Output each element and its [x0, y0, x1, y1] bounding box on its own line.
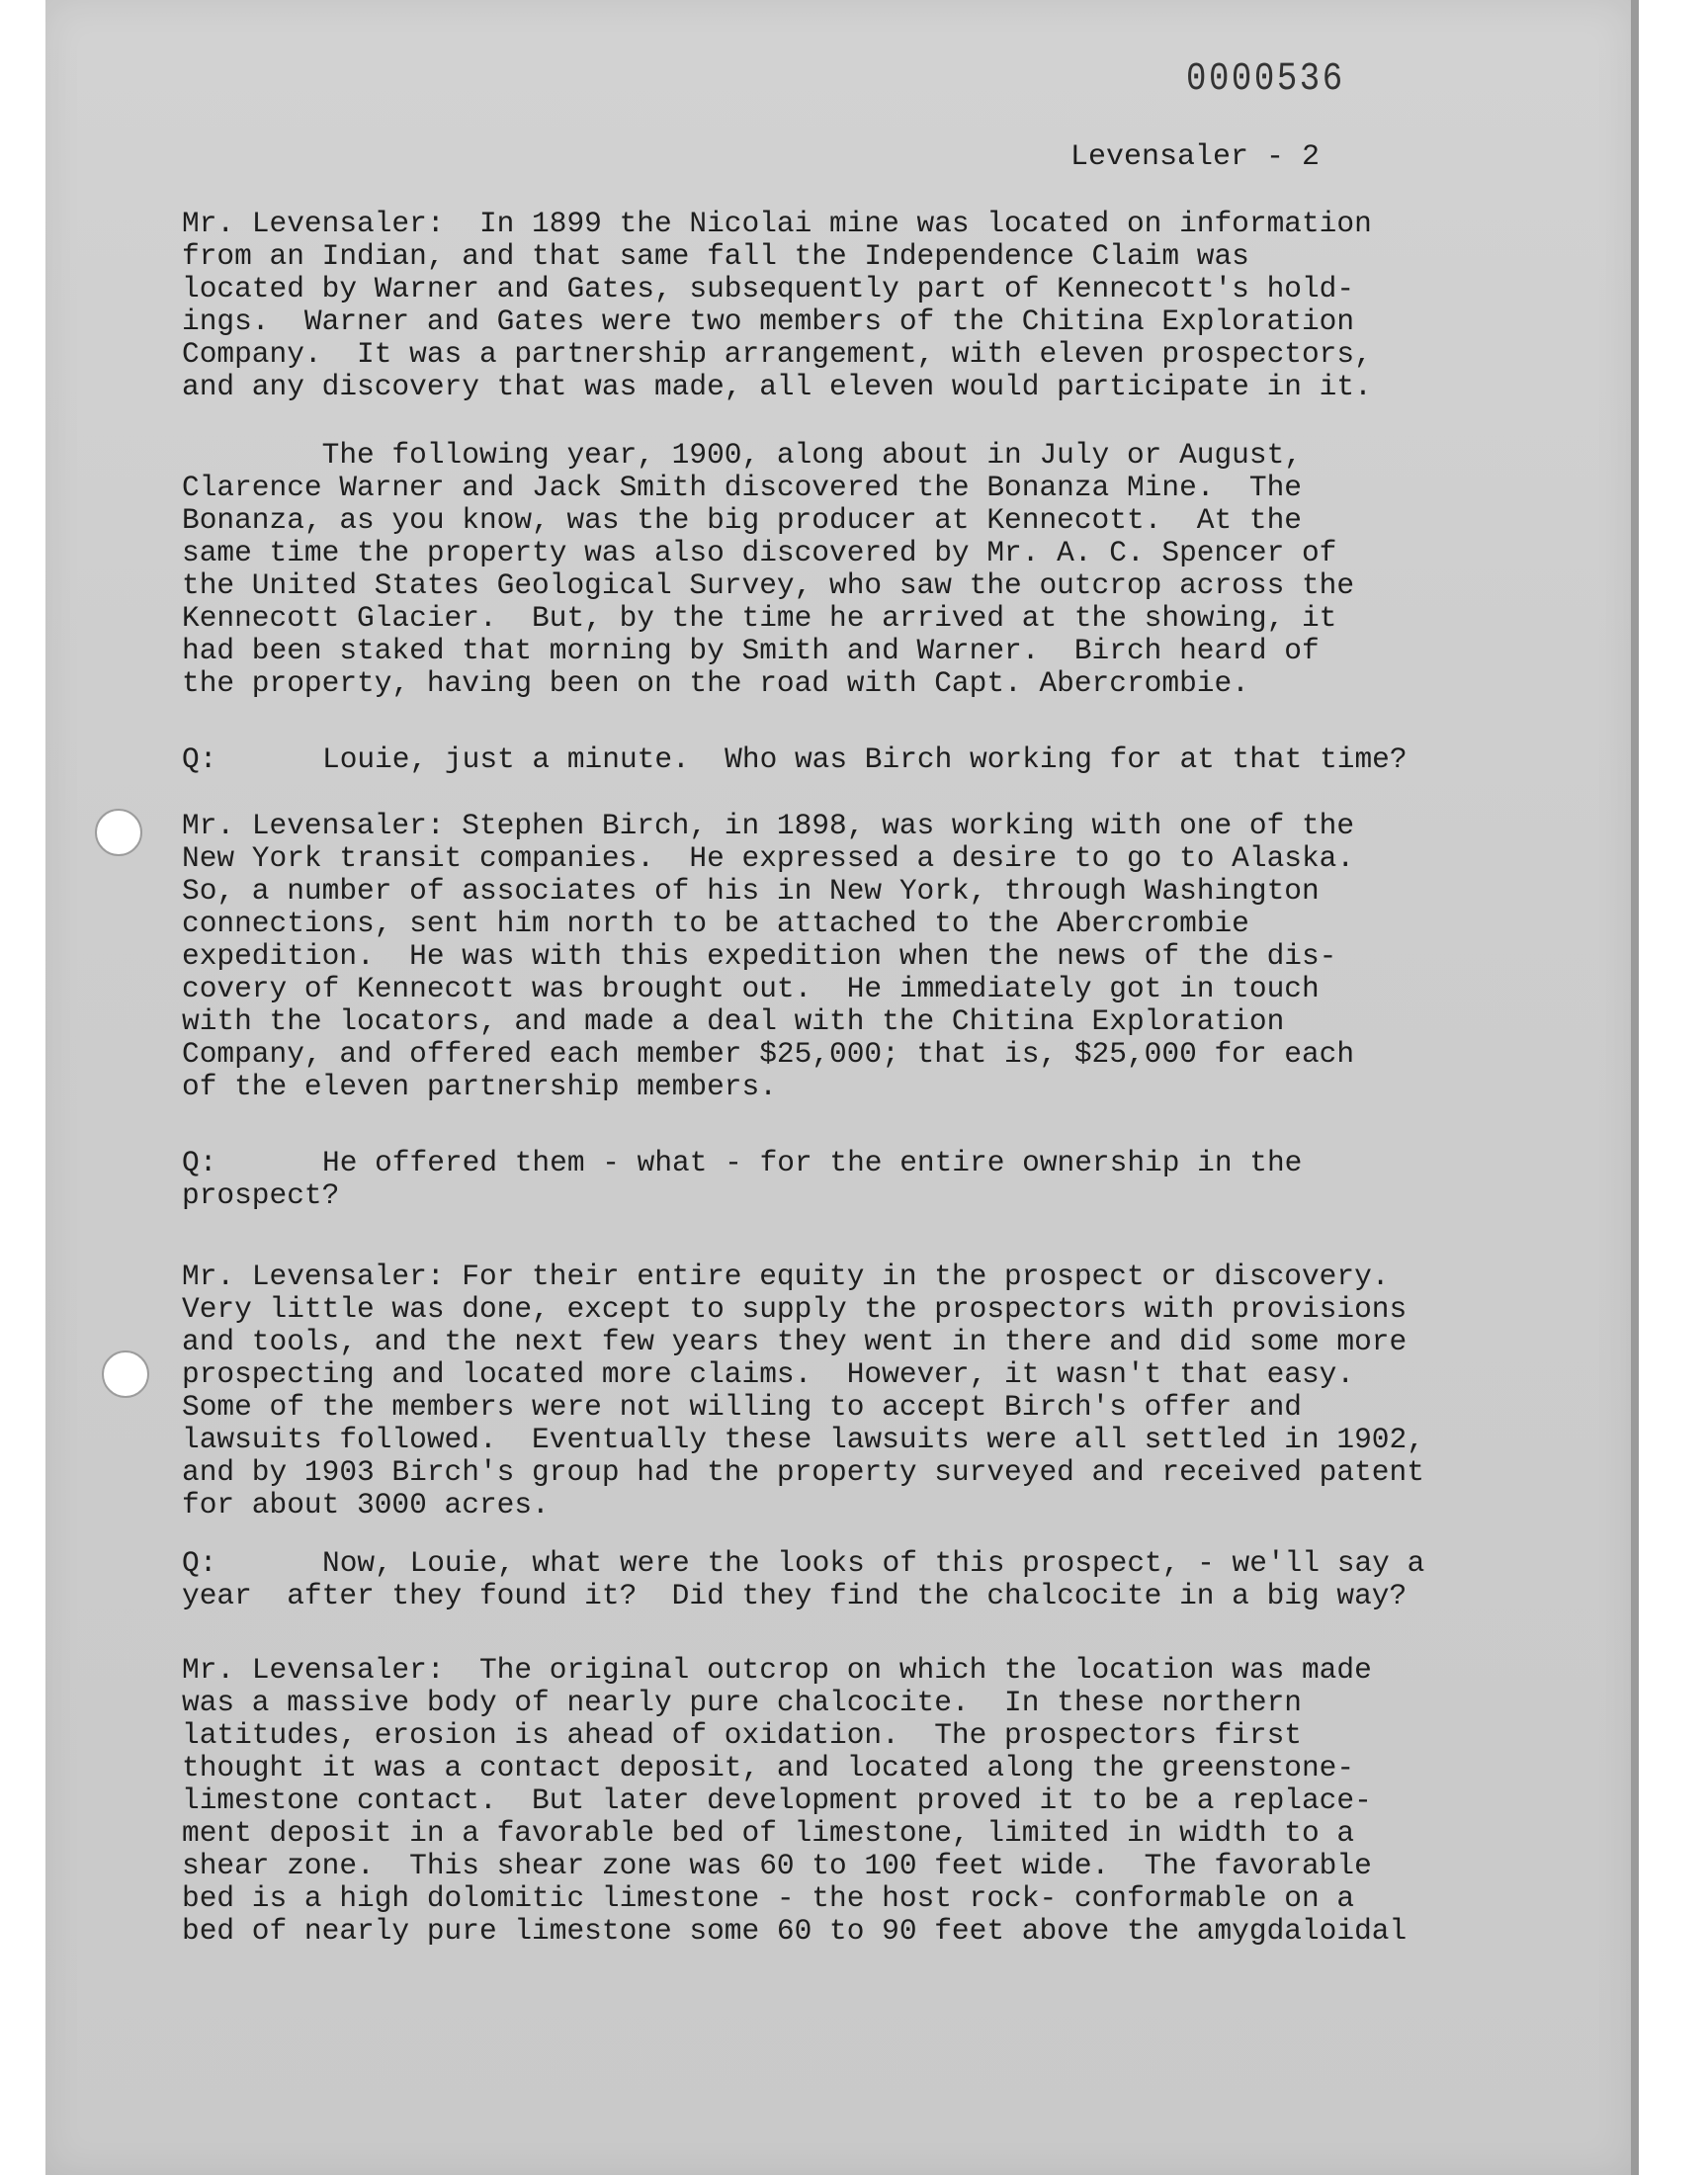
text-line: of the eleven partnership members.	[182, 1070, 777, 1103]
text-line: located by Warner and Gates, subsequently part of Kennecott's hold-	[182, 272, 1355, 305]
text-line: year after they found it? Did they find the chalcocite in a big way?	[182, 1579, 1408, 1612]
text-line: Mr. Levensaler: The original outcrop on which the location was made	[182, 1653, 1372, 1687]
text-line: Mr. Levensaler: In 1899 the Nicolai mine was located on information	[182, 207, 1372, 240]
text-line: He offered them - what - for the entire ownership in the	[322, 1146, 1303, 1179]
text-line: Louie, just a minute. Who was Birch working for at that time?	[322, 742, 1408, 776]
text-line: limestone contact. But later development proved it to be a replace-	[182, 1784, 1372, 1817]
text-line: Mr. Levensaler: Stephen Birch, in 1898, was working with one of the	[182, 809, 1355, 842]
text-line: Mr. Levensaler: For their entire equity in the prospect or discovery.	[182, 1260, 1390, 1293]
text-line: ment deposit in a favorable bed of limestone, limited in width to a	[182, 1816, 1355, 1850]
text-line: the property, having been on the road with Capt. Abercrombie.	[182, 666, 1249, 700]
question-prospect-looks	[182, 1547, 1605, 1612]
text-line: The following year, 1900, along about in July or August,	[182, 438, 1302, 472]
paragraph-bonanza-discovery	[182, 439, 1605, 700]
text-line: covery of Kennecott was brought out. He immediately got in touch	[182, 972, 1320, 1005]
punch-hole	[95, 809, 142, 856]
text-line: Company, and offered each member $25,000; that is, $25,000 for each	[182, 1037, 1355, 1071]
paragraph-original-outcrop	[182, 1654, 1605, 1948]
text-line: and any discovery that was made, all eleven would participate in it.	[182, 370, 1372, 403]
text-line: Kennecott Glacier. But, by the time he arrived at the showing, it	[182, 601, 1337, 635]
text-line: and by 1903 Birch's group had the property surveyed and received patent	[182, 1455, 1424, 1489]
text-line: New York transit companies. He expressed a desire to go to Alaska.	[182, 841, 1355, 875]
question-label: Q:	[182, 1146, 217, 1179]
text-line: for about 3000 acres.	[182, 1488, 550, 1522]
text-line: prospect?	[182, 1178, 340, 1212]
paragraph-entire-equity	[182, 1261, 1605, 1522]
text-line: Clarence Warner and Jack Smith discovered the Bonanza Mine. The	[182, 471, 1302, 504]
text-line: expedition. He was with this expedition when the news of the dis-	[182, 939, 1337, 973]
page-edge-shadow	[1631, 0, 1639, 2175]
text-line: bed of nearly pure limestone some 60 to 90 feet above the amygdaloidal	[182, 1914, 1408, 1948]
text-line: ings. Warner and Gates were two members of the Chitina Exploration	[182, 304, 1355, 338]
text-line: Very little was done, except to supply the prospectors with provisions	[182, 1292, 1408, 1326]
text-line: latitudes, erosion is ahead of oxidation. The prospectors first	[182, 1718, 1302, 1752]
text-line: lawsuits followed. Eventually these lawsuits were all settled in 1902,	[182, 1423, 1424, 1456]
text-line: Now, Louie, what were the looks of this prospect, - we'll say a	[322, 1546, 1425, 1580]
text-line: So, a number of associates of his in New York, through Washington	[182, 874, 1320, 908]
text-line: Company. It was a partnership arrangement, with eleven prospectors,	[182, 337, 1372, 371]
text-line: and tools, and the next few years they went in there and did some more	[182, 1325, 1408, 1358]
text-line: thought it was a contact deposit, and located along the greenstone-	[182, 1751, 1355, 1784]
text-line: same time the property was also discovered by Mr. A. C. Spencer of	[182, 536, 1337, 569]
text-line: prospecting and located more claims. However, it wasn't that easy.	[182, 1357, 1355, 1391]
paragraph-stephen-birch	[182, 810, 1605, 1103]
question-label: Q:	[182, 742, 217, 776]
text-line: had been staked that morning by Smith and Warner. Birch heard of	[182, 634, 1320, 667]
text-line: bed is a high dolomitic limestone - the host rock- conformable on a	[182, 1881, 1355, 1915]
punch-hole	[102, 1350, 149, 1398]
page-header: Levensaler - 2	[1070, 140, 1321, 174]
text-line: was a massive body of nearly pure chalcocite. In these northern	[182, 1686, 1302, 1719]
question-birch-employer	[182, 743, 1605, 776]
question-label: Q:	[182, 1546, 217, 1580]
paragraph-levensaler-1899	[182, 208, 1605, 403]
text-line: Some of the members were not willing to accept Birch's offer and	[182, 1390, 1302, 1424]
text-line: connections, sent him north to be attached to the Abercrombie	[182, 907, 1249, 940]
text-line: from an Indian, and that same fall the Independence Claim was	[182, 239, 1249, 273]
question-offer	[182, 1147, 1605, 1212]
text-line: Bonanza, as you know, was the big producer at Kennecott. At the	[182, 503, 1302, 537]
text-line: shear zone. This shear zone was 60 to 100 feet wide. The favorable	[182, 1849, 1372, 1882]
text-line: the United States Geological Survey, who saw the outcrop across the	[182, 568, 1355, 602]
text-line: with the locators, and made a deal with the Chitina Exploration	[182, 1004, 1285, 1038]
document-number: 0000536	[1186, 57, 1345, 102]
